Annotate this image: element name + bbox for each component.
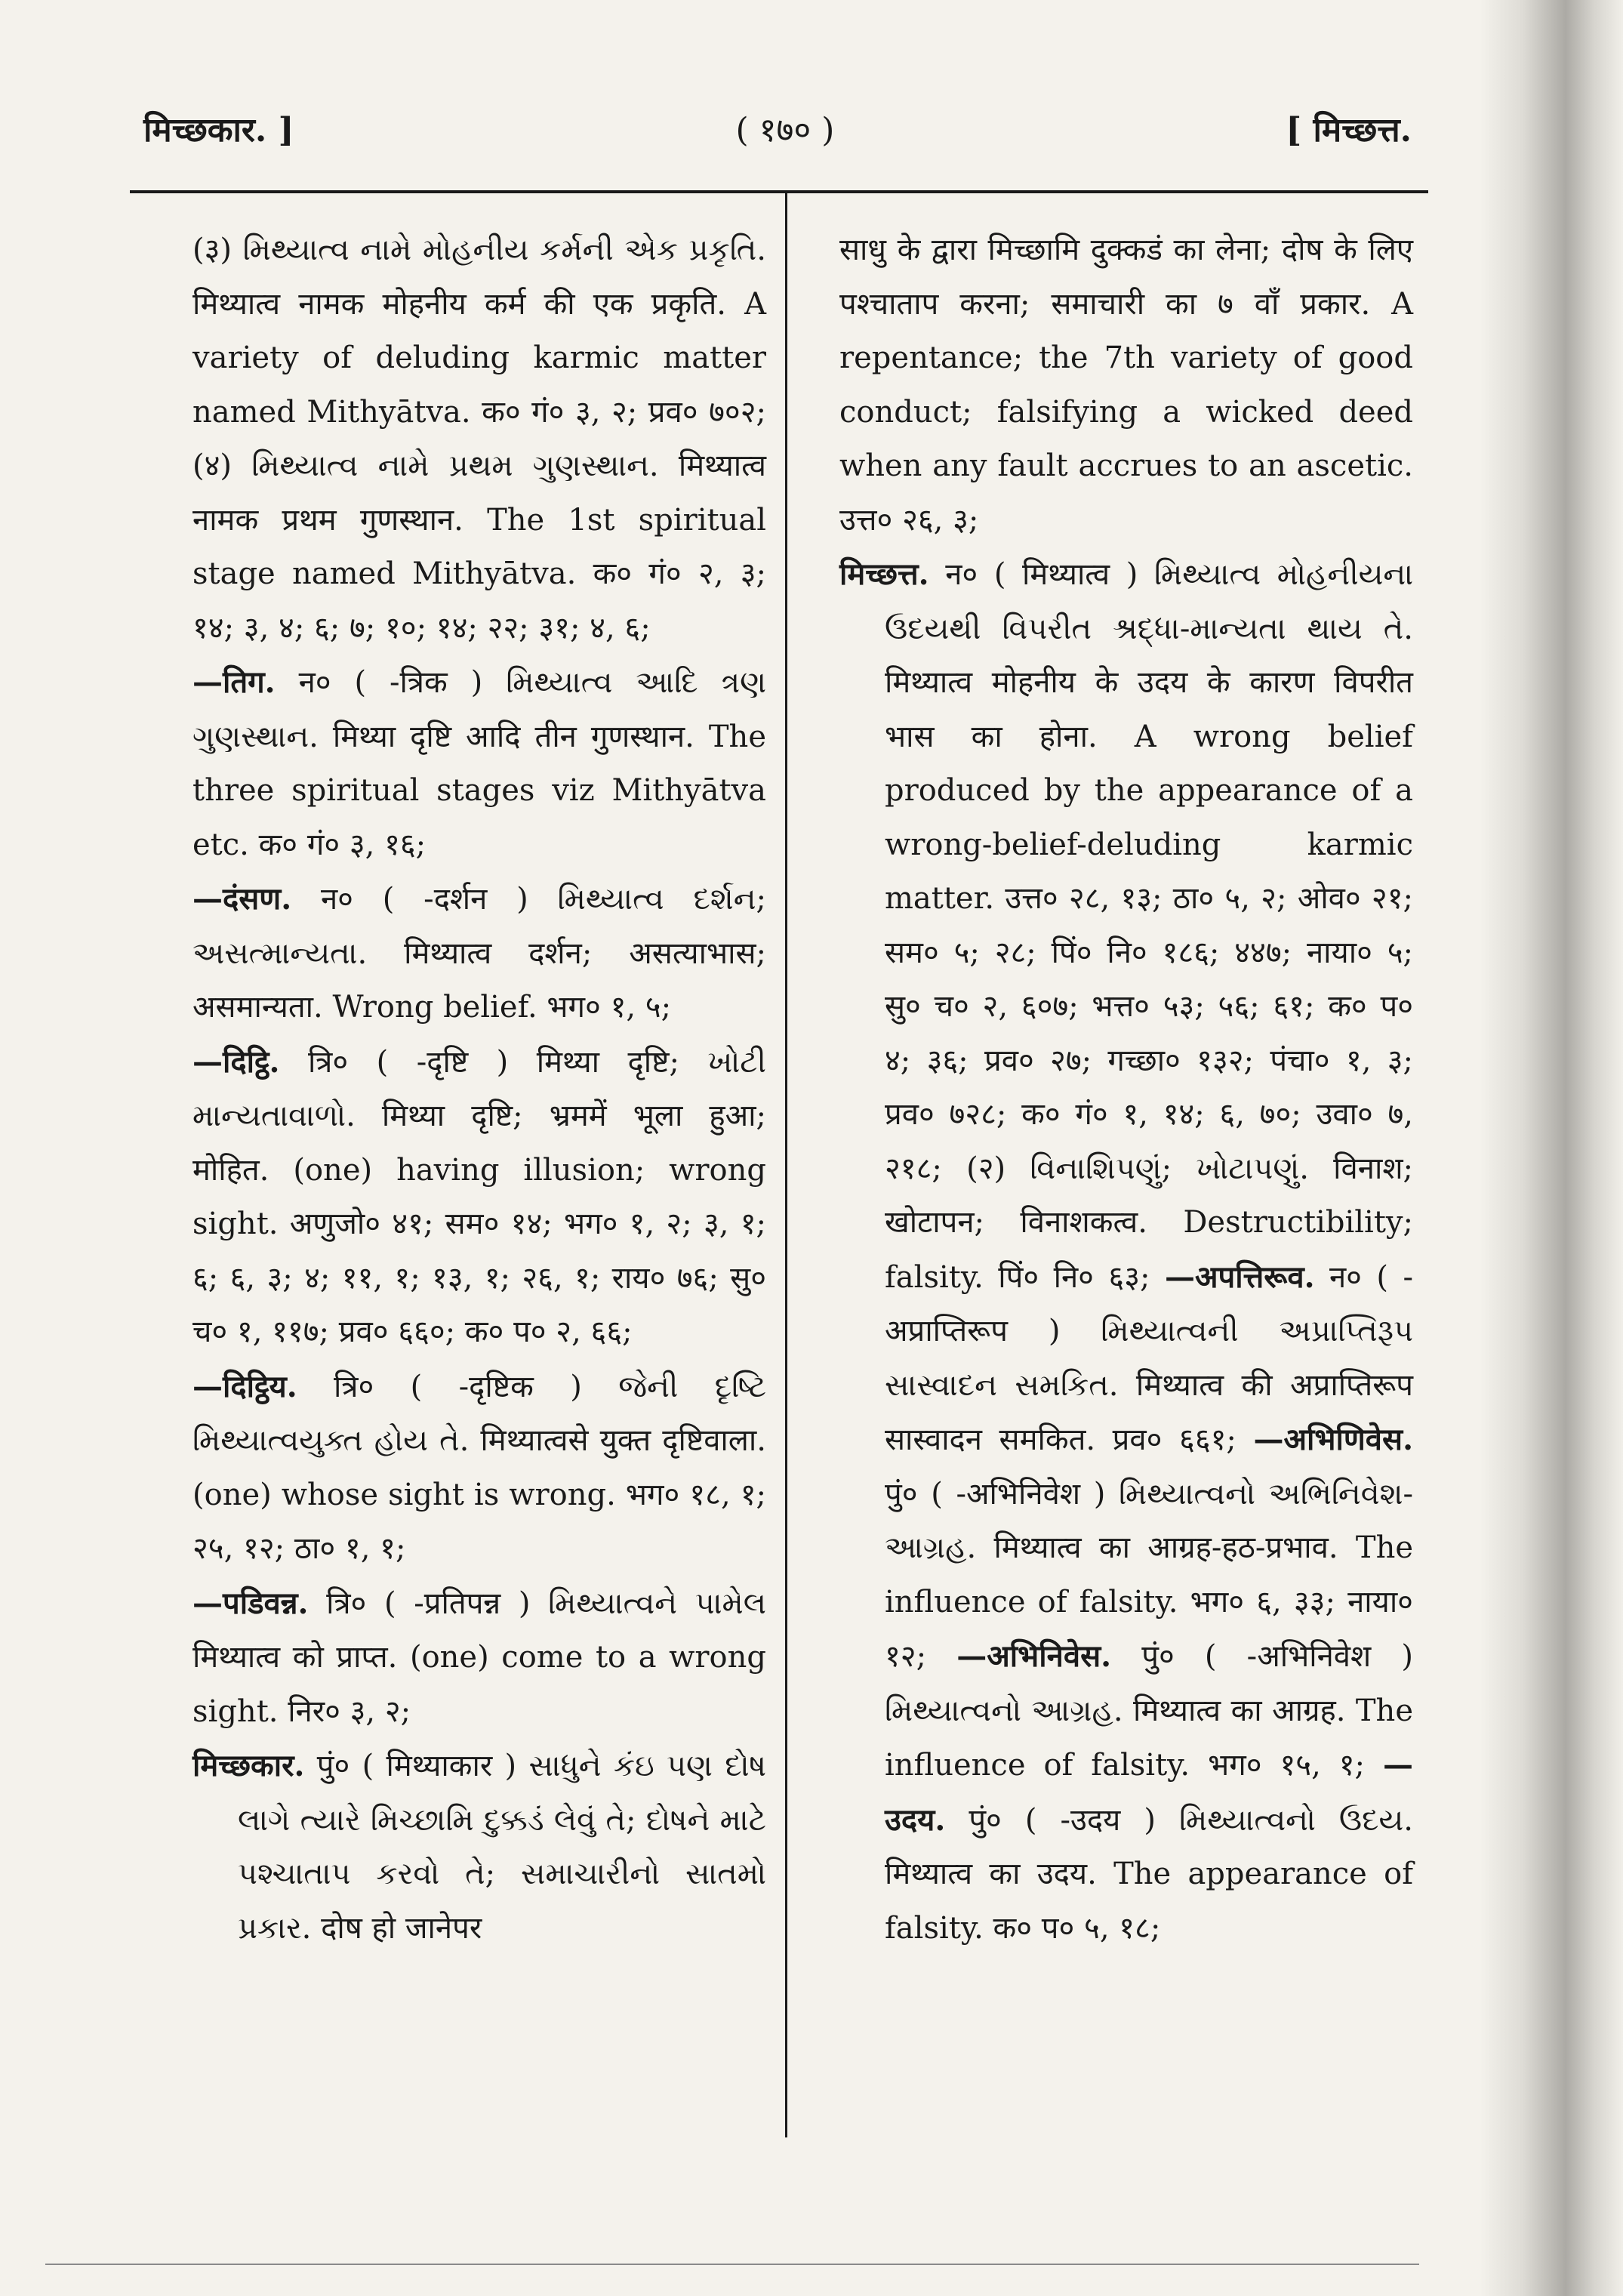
entry-continuation: साधु के द्वारा मिच्छामि दुक्कडं का लेना; दोष के लिए पश्चाताप करना; समाचारी का ७ वाँ प्रकार. A repentance; the 7th variety of good conduct; falsifying a wicked deed when any fault accrues to an ascetic. उत्त० २६, ३;: [839, 233, 1413, 538]
subentry-headword: —उदय.: [885, 1747, 1414, 1838]
subentry-headword: —अपत्तिरूव.: [1164, 1259, 1315, 1295]
subentry-body: न० ( -अप्राप्तिरूप ) મિથ્યાત્વની અપ્રાપ્તિરૂપ સાસ્વાદન સમકિત. मिथ्यात्व की अप्राप्तिरूप सास्वादन समकित. प्रव० ६६१;: [885, 1259, 1413, 1457]
left-column: [192, 223, 766, 1955]
subentry-body: त्रि० ( -दृष्टिक ) જેની દૃષ્ટિ મિથ્યાત્વયુક્ત હોય તે. मिथ्यात्वसे युक्त दृष्टिवाला. (one) whose sight is wrong. भग० १८, १; २५, १२; ठा० १, १;: [192, 1369, 766, 1566]
subentry-body: पुं० ( -उदय ) મિથ્યાત્વનો ઉદય. मिथ्यात्व का उदय. The appearance of falsity. क० प० ५, १८;: [885, 1802, 1413, 1946]
page-edge-shadow: [1480, 0, 1623, 2296]
right-column: [839, 223, 1413, 1955]
header-right-guideword: [ मिच्छत्त.: [1286, 111, 1412, 149]
header-left-guideword: मिच्छकार. ]: [143, 111, 294, 149]
subentry-headword: —पडिवन्न.: [192, 1585, 309, 1621]
subentry-body: न० ( -त्रिक ) મિથ્યાત્વ આદિ ત્રણ ગુણસ્થાન. मिथ्या दृष्टि आदि तीन गुणस्थान. The three spiritual stages viz Mithyātva etc. क० गं० ३, १६;: [192, 665, 766, 862]
header-rule: [130, 190, 1428, 193]
column-divider: [785, 193, 787, 2137]
subentry-body: त्रि० ( -प्रतिपन्न ) મિથ્યાત્વને પામેલ मिथ्यात्व को प्राप्त. (one) come to a wrong sight. निर० ३, २;: [192, 1586, 766, 1729]
subentry-headword: —तिग.: [192, 664, 276, 700]
subentry: [192, 1360, 766, 1576]
subentry-headword: —दंसण.: [192, 881, 292, 917]
subentry: [192, 1035, 766, 1360]
dictionary-entry: [839, 547, 1413, 1955]
subentry-headword: —अभिनिवेस.: [956, 1638, 1112, 1674]
subentry-headword: —दिट्ठिय.: [192, 1368, 297, 1404]
subentry: [192, 1576, 766, 1740]
page-header: [143, 106, 1412, 166]
subentry-body: न० ( -दर्शन ) મિથ્યાત્વ દર્શન; અસત્માન્યતા. मिथ्यात्व दर्शन; असत्याभास; असमान्यता. Wrong belief. भग० १, ५;: [192, 882, 766, 1025]
dictionary-entry: [192, 1739, 766, 1955]
entry-body: न० ( मिथ्यात्व ) મિથ્યાત્વ મોહનીયના ઉદયથી વિપરીત શ્રદ્ધા-માન્યતા થાય તે. मिथ्यात्व मोहनीय के उदय के कारण विपरीत भास का होना. A wrong belief produced by the appearance of a wrong-belief-deluding karmic matter. उत्त० २८, १३; ठा० ५, २; ओव० २१; सम० ५; २८; पिं० नि० १८६; ४४७; नाया० ५; सु० च० २, ६०७; भत्त० ५३; ५६; ६१; क० प० ४; ३६; प्रव० २७; गच्छा० १३२; पंचा० १, ३; प्रव० ७२८; क० गं० १, १४; ६, ७०; उवा० ७, २१८; (२) વિનાશિપણું; ખોટાપણું. विनाश; खोटापन; विनाशकत्व. Destructibility; falsity. पिं० नि० ६३;: [885, 557, 1413, 1295]
entry-headword: मिच्छकार.: [192, 1748, 305, 1783]
entry-continuation: (३) મિથ્યાત્વ નામે મોહનીય કર્મની એક પ્રકૃતિ. मिथ्यात्व नामक मोहनीय कर्म की एक प्रकृति. A variety of deluding karmic matter named Mithyātva. क० गं० ३, २; प्रव० ७०२; (४) મિથ્યાત્વ નામે પ્રથમ ગુણસ્થાન. मिथ्यात्व नामक प्रथम गुणस्थान. The 1st spiritual stage named Mithyātva. क० गं० २, ३; १४; ३, ४; ६; ७; १०; १४; २२; ३१; ४, ६;: [192, 233, 766, 646]
subentry-body: पुं० ( -अभिनिवेश ) મિથ્યાત્વનો આગ્રહ. मिथ्यात्व का आग्रह. The influence of falsity. भग० १५, १;: [885, 1639, 1414, 1783]
entry-body: पुं० ( मिथ्याकार ) સાધુને કંઇ પણ દોષ લાગે ત્યારે મિચ્છામિ દુક્કડં લેવું તે; દોષને માટે પશ્ચાતાપ કરવો તે; સમાચારીનો સાતમો પ્રકાર. दोष हो जानेपर: [238, 1749, 766, 1946]
subentry: [192, 655, 766, 872]
subentry-body: पुं० ( -अभिनिवेश ) મિથ્યાત્વનો અભિનિવેશ-આગ્રહ. मिथ्यात्व का आग्रह-हठ-प्रभाव. The influence of falsity. भग० ६, ३३; नाया० १२;: [885, 1476, 1413, 1674]
page-number: ( १७० ): [735, 111, 835, 149]
subentry-body: त्रि० ( -दृष्टि ) मिथ्या दृष्टि; ખોટી માન્યતાવાળો. मिथ्या दृष्टि; भ्रममें भूला हुआ; मोहित. (one) having illusion; wrong sight. अणुजो० ४१; सम० १४; भग० १, २; ३, १; ६; ६, ३; ४; ११, १; १३, १; २६, १; राय० ७६; सु० च० १, ११७; प्रव० ६६०; क० प० २, ६६;: [192, 1044, 766, 1349]
subentry-headword: —दिट्ठि.: [192, 1043, 280, 1080]
subentry-headword: —अभिणिवेस.: [1253, 1422, 1413, 1457]
subentry: [192, 872, 766, 1035]
entry-headword: मिच्छत्त.: [839, 556, 929, 592]
page-bottom-edge: [45, 2264, 1419, 2265]
